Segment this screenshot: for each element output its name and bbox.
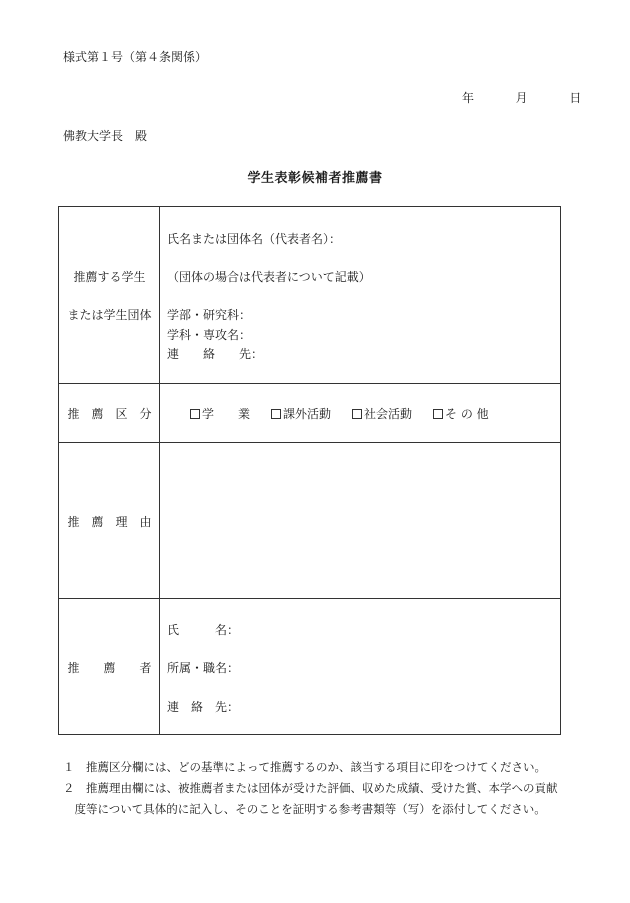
- nominee-name-label: 氏名または団体名（代表者名）：: [167, 232, 342, 246]
- checkbox-academic[interactable]: [190, 409, 200, 419]
- notes-section: [63, 757, 583, 820]
- note-2-continuation: 度等について具体的に記入し、そのことを証明する参考書類等（写）を添付してください。: [63, 802, 546, 816]
- checkbox-extracurricular[interactable]: [271, 409, 281, 419]
- form-number: 様式第１号（第４条関係）: [63, 50, 208, 64]
- category-option-other[interactable]: [433, 405, 489, 422]
- recommender-name-label: 氏 名：: [167, 623, 240, 637]
- nominee-label-cell: [59, 207, 160, 383]
- nominee-group-note: （団体の場合は代表者について記載）: [167, 270, 371, 284]
- reason-label: 推 薦 理 由: [67, 515, 152, 529]
- category-option-academic-label: 学 業: [202, 407, 251, 421]
- recommender-contact-label: 連 絡 先：: [167, 700, 240, 714]
- category-option-academic[interactable]: [190, 405, 250, 422]
- category-option-extracurricular-label: 課外活動: [283, 407, 332, 421]
- recommender-affiliation-label: 所属・職名：: [167, 661, 240, 675]
- category-row: [59, 384, 560, 443]
- reason-label-cell: [59, 443, 160, 598]
- date-line: [462, 89, 581, 106]
- recommender-content-cell[interactable]: [160, 599, 560, 734]
- category-label-cell: [59, 384, 160, 442]
- note-2: ２ 推薦理由欄には、被推薦者または団体が受けた評価、収めた成績、受けた賞、本学への貢献: [63, 781, 558, 795]
- checkbox-social[interactable]: [352, 409, 362, 419]
- document-title: 学生表彰候補者推薦書: [247, 171, 383, 186]
- nominee-label-line2: または学生団体: [67, 308, 152, 322]
- reason-content-cell[interactable]: [160, 443, 560, 598]
- nominee-department-label: 学科・専攻名：: [167, 328, 252, 342]
- category-content-cell: [160, 384, 560, 442]
- reason-row: [59, 443, 560, 599]
- date-day-label: 日: [569, 91, 582, 105]
- addressee: 佛教大学長 殿: [63, 129, 148, 143]
- nominee-contact-label: 連 絡 先：: [167, 347, 264, 361]
- category-option-other-label: そ の 他: [445, 407, 489, 421]
- recommender-row: [59, 599, 560, 734]
- checkbox-other[interactable]: [433, 409, 443, 419]
- note-1: １ 推薦区分欄には、どの基準によって推薦するのか、該当する項目に印をつけてください。: [63, 760, 546, 774]
- date-month-label: 月: [515, 91, 528, 105]
- nominee-label-line1: 推薦する学生: [73, 270, 146, 284]
- category-option-social-label: 社会活動: [364, 407, 413, 421]
- category-label: 推 薦 区 分: [67, 407, 152, 421]
- nominee-faculty-label: 学部・研究科：: [167, 308, 252, 322]
- category-option-social[interactable]: [352, 405, 412, 422]
- nominee-content-cell[interactable]: [160, 207, 560, 383]
- nominee-row: [59, 207, 560, 384]
- nomination-form-table: [58, 206, 561, 735]
- recommender-label: 推 薦 者: [67, 661, 152, 675]
- recommender-label-cell: [59, 599, 160, 734]
- date-year-label: 年: [462, 91, 475, 105]
- category-option-extracurricular[interactable]: [271, 405, 331, 422]
